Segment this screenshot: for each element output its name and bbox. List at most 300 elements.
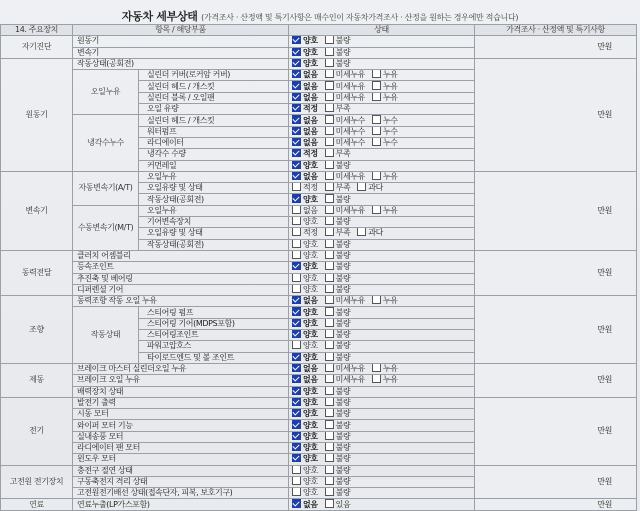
checkbox[interactable] bbox=[325, 454, 334, 463]
header-price: 가격조사 · 산정액 및 특기사항 bbox=[475, 25, 637, 36]
option-label: 양호 bbox=[303, 341, 318, 351]
state-option[interactable] bbox=[371, 82, 398, 92]
state-option[interactable] bbox=[291, 70, 318, 80]
checkbox[interactable] bbox=[325, 70, 334, 79]
state-cell bbox=[289, 420, 475, 431]
part-cell: 오일 유량 bbox=[139, 104, 289, 115]
option-label: 없음 bbox=[303, 115, 318, 125]
option-label: 양호 bbox=[303, 409, 318, 419]
option-label: 양호 bbox=[303, 454, 318, 464]
state-cell bbox=[289, 341, 475, 352]
option-label: 미세누유 bbox=[335, 205, 365, 215]
part-cell: 워터펌프 bbox=[139, 126, 289, 137]
state-option[interactable] bbox=[324, 330, 351, 340]
price-cell[interactable]: 만원 bbox=[475, 465, 637, 499]
state-option[interactable] bbox=[291, 353, 318, 363]
state-option[interactable] bbox=[291, 341, 318, 351]
option-label: 없음 bbox=[303, 81, 318, 91]
state-option[interactable] bbox=[291, 138, 318, 148]
part-cell: 오일누유 bbox=[139, 171, 289, 182]
price-cell[interactable]: 만원 bbox=[475, 58, 637, 171]
state-option[interactable] bbox=[291, 59, 318, 69]
checkbox[interactable] bbox=[292, 205, 301, 214]
checkbox[interactable] bbox=[325, 363, 334, 372]
checkbox[interactable] bbox=[292, 454, 301, 463]
state-option[interactable] bbox=[324, 251, 351, 261]
state-option[interactable] bbox=[324, 398, 351, 408]
option-label: 있음 bbox=[335, 499, 351, 509]
state-option[interactable] bbox=[324, 421, 351, 431]
state-option[interactable] bbox=[324, 36, 351, 46]
checkbox[interactable] bbox=[325, 442, 334, 451]
header-part: 항목 / 해당부품 bbox=[73, 25, 289, 36]
checkbox[interactable] bbox=[292, 92, 301, 101]
checkbox[interactable] bbox=[325, 307, 334, 316]
state-option[interactable] bbox=[291, 172, 318, 182]
checkbox[interactable] bbox=[292, 115, 301, 124]
state-option[interactable] bbox=[291, 116, 318, 126]
state-option[interactable] bbox=[291, 93, 318, 103]
state-option[interactable] bbox=[324, 262, 351, 272]
checkbox[interactable] bbox=[292, 409, 301, 418]
state-option[interactable] bbox=[324, 228, 351, 238]
checkbox[interactable] bbox=[372, 126, 381, 135]
option-label: 양호 bbox=[303, 36, 318, 46]
part-cell: 라디에이터 bbox=[139, 137, 289, 148]
part-cell: 변속기 bbox=[73, 47, 289, 58]
state-option[interactable] bbox=[324, 217, 351, 227]
option-label: 부족 bbox=[335, 149, 351, 159]
state-option[interactable] bbox=[291, 454, 318, 464]
option-label: 누유 bbox=[382, 296, 398, 306]
checkbox[interactable] bbox=[325, 47, 334, 56]
state-option[interactable] bbox=[324, 308, 351, 318]
state-option[interactable] bbox=[324, 274, 351, 284]
checkbox[interactable] bbox=[372, 70, 381, 79]
price-cell[interactable]: 만원 bbox=[475, 397, 637, 465]
state-option[interactable] bbox=[324, 59, 351, 69]
checkbox[interactable] bbox=[292, 70, 301, 79]
state-cell bbox=[289, 47, 475, 58]
checkbox[interactable] bbox=[292, 296, 301, 305]
checkbox[interactable] bbox=[325, 262, 334, 271]
checkbox[interactable] bbox=[325, 330, 334, 339]
state-cell bbox=[289, 250, 475, 261]
checkbox[interactable] bbox=[325, 183, 334, 192]
checkbox[interactable] bbox=[292, 126, 301, 135]
state-option[interactable] bbox=[291, 82, 318, 92]
table-row bbox=[1, 250, 637, 261]
checkbox[interactable] bbox=[292, 397, 301, 406]
option-label: 없음 bbox=[303, 296, 318, 306]
checkbox[interactable] bbox=[292, 47, 301, 56]
option-label: 양호 bbox=[303, 352, 318, 362]
option-label: 양호 bbox=[303, 47, 318, 57]
state-cell bbox=[289, 183, 475, 194]
state-option[interactable] bbox=[291, 364, 318, 374]
checkbox[interactable] bbox=[325, 228, 334, 237]
checkbox[interactable] bbox=[372, 171, 381, 180]
checkbox[interactable] bbox=[292, 273, 301, 282]
part-cell: 작동상태(공회전) bbox=[139, 194, 289, 205]
option-label: 미세누유 bbox=[335, 92, 365, 102]
checkbox[interactable] bbox=[292, 149, 301, 158]
state-option[interactable] bbox=[324, 127, 365, 137]
state-option[interactable] bbox=[291, 274, 318, 284]
part-cell: 와이퍼 모터 기능 bbox=[73, 420, 289, 431]
state-option[interactable] bbox=[371, 127, 398, 137]
option-label: 누유 bbox=[382, 70, 398, 80]
category-cell: 변속기 bbox=[1, 171, 73, 250]
checkbox[interactable] bbox=[325, 92, 334, 101]
option-label: 불량 bbox=[335, 160, 351, 170]
state-option[interactable] bbox=[291, 375, 318, 385]
state-option[interactable] bbox=[291, 387, 318, 397]
checkbox[interactable] bbox=[292, 262, 301, 271]
state-option[interactable] bbox=[324, 285, 351, 295]
page-title bbox=[0, 8, 640, 24]
checkbox[interactable] bbox=[372, 375, 381, 384]
checkbox[interactable] bbox=[372, 81, 381, 90]
state-option[interactable] bbox=[324, 477, 351, 487]
option-label: 양호 bbox=[303, 386, 318, 396]
checkbox[interactable] bbox=[325, 115, 334, 124]
option-label: 미세누유 bbox=[335, 364, 365, 374]
state-option[interactable] bbox=[371, 116, 398, 126]
checkbox[interactable] bbox=[292, 476, 301, 485]
checkbox[interactable] bbox=[325, 296, 334, 305]
checkbox[interactable] bbox=[357, 183, 366, 192]
option-label: 불량 bbox=[335, 386, 351, 396]
state-cell bbox=[289, 284, 475, 295]
checkbox[interactable] bbox=[325, 81, 334, 90]
part-cell: 연료누출(LP가스포함) bbox=[73, 499, 289, 510]
checkbox[interactable] bbox=[325, 397, 334, 406]
checkbox[interactable] bbox=[292, 431, 301, 440]
state-option[interactable] bbox=[324, 341, 351, 351]
state-option[interactable] bbox=[324, 48, 351, 58]
category-cell: 고전원 전기장치 bbox=[1, 465, 73, 499]
option-label: 불량 bbox=[335, 465, 351, 475]
checkbox[interactable] bbox=[292, 352, 301, 361]
state-option[interactable] bbox=[324, 488, 351, 498]
option-label: 누유 bbox=[382, 205, 398, 215]
part-cell: 등속조인트 bbox=[73, 262, 289, 273]
option-label: 불량 bbox=[335, 194, 351, 204]
state-option[interactable] bbox=[324, 183, 351, 193]
checkbox[interactable] bbox=[292, 307, 301, 316]
checkbox[interactable] bbox=[325, 58, 334, 67]
checkbox[interactable] bbox=[325, 160, 334, 169]
state-option[interactable] bbox=[291, 319, 318, 329]
state-option[interactable] bbox=[291, 488, 318, 498]
option-label: 미세누수 bbox=[335, 138, 365, 148]
part-cell: 충전구 절연 상태 bbox=[73, 465, 289, 476]
state-option[interactable] bbox=[291, 183, 318, 193]
option-label: 양호 bbox=[303, 431, 318, 441]
checkbox[interactable] bbox=[325, 465, 334, 474]
checkbox[interactable] bbox=[325, 409, 334, 418]
checkbox[interactable] bbox=[325, 126, 334, 135]
checkbox[interactable] bbox=[325, 284, 334, 293]
checkbox[interactable] bbox=[292, 183, 301, 192]
checkbox[interactable] bbox=[325, 375, 334, 384]
checkbox[interactable] bbox=[325, 205, 334, 214]
checkbox[interactable] bbox=[325, 341, 334, 350]
state-option[interactable] bbox=[324, 500, 351, 510]
state-option[interactable] bbox=[291, 262, 318, 272]
state-option[interactable] bbox=[324, 149, 351, 159]
table-row bbox=[1, 363, 637, 374]
state-option[interactable] bbox=[291, 296, 318, 306]
state-option[interactable] bbox=[324, 353, 351, 363]
price-cell[interactable]: 만원 bbox=[475, 171, 637, 250]
part-cell: 시동 모터 bbox=[73, 409, 289, 420]
state-cell bbox=[289, 194, 475, 205]
price-cell[interactable]: 만원 bbox=[475, 36, 637, 59]
option-label: 누유 bbox=[382, 172, 398, 181]
state-option[interactable] bbox=[291, 217, 318, 227]
state-cell bbox=[289, 92, 475, 103]
state-option[interactable] bbox=[291, 240, 318, 250]
checkbox[interactable] bbox=[292, 58, 301, 67]
state-option[interactable] bbox=[324, 70, 365, 80]
option-label: 누수 bbox=[382, 126, 398, 136]
checkbox[interactable] bbox=[325, 386, 334, 395]
state-option[interactable] bbox=[291, 161, 318, 171]
state-cell bbox=[289, 104, 475, 115]
state-option[interactable] bbox=[324, 104, 351, 114]
checkbox[interactable] bbox=[325, 420, 334, 429]
checkbox[interactable] bbox=[292, 341, 301, 350]
state-option[interactable] bbox=[371, 93, 398, 103]
state-option[interactable] bbox=[324, 116, 365, 126]
part-cell: 실린더 커버(로커암 커버) bbox=[139, 70, 289, 81]
price-cell[interactable]: 만원 bbox=[475, 296, 637, 364]
state-option[interactable] bbox=[324, 138, 365, 148]
state-cell bbox=[289, 228, 475, 239]
part-cell: 구동축전지 격리 상태 bbox=[73, 476, 289, 487]
checkbox[interactable] bbox=[325, 239, 334, 248]
checkbox[interactable] bbox=[292, 81, 301, 90]
state-option[interactable] bbox=[324, 296, 365, 306]
state-option[interactable] bbox=[324, 206, 365, 216]
state-cell bbox=[289, 397, 475, 408]
checkbox[interactable] bbox=[292, 104, 301, 113]
checkbox[interactable] bbox=[292, 465, 301, 474]
state-cell bbox=[289, 126, 475, 137]
checkbox[interactable] bbox=[357, 228, 366, 237]
part-cell: 오일유량 및 상태 bbox=[139, 183, 289, 194]
option-label: 부족 bbox=[335, 228, 351, 238]
checkbox[interactable] bbox=[325, 273, 334, 282]
price-cell[interactable]: 만원 bbox=[475, 499, 637, 510]
option-label: 없음 bbox=[303, 375, 318, 385]
state-option[interactable] bbox=[324, 375, 365, 385]
state-option[interactable] bbox=[371, 296, 398, 306]
checkbox[interactable] bbox=[325, 318, 334, 327]
state-cell bbox=[289, 36, 475, 47]
checkbox[interactable] bbox=[292, 420, 301, 429]
state-option[interactable] bbox=[291, 228, 318, 238]
table-row bbox=[1, 171, 637, 182]
state-option[interactable] bbox=[324, 195, 351, 205]
state-option[interactable] bbox=[324, 387, 351, 397]
state-option[interactable] bbox=[371, 138, 398, 148]
state-option[interactable] bbox=[371, 70, 398, 80]
state-option[interactable] bbox=[324, 409, 351, 419]
state-option[interactable] bbox=[291, 251, 318, 261]
option-label: 양호 bbox=[303, 443, 318, 453]
option-label: 양호 bbox=[303, 262, 318, 272]
state-option[interactable] bbox=[324, 466, 351, 476]
option-label: 없음 bbox=[303, 92, 318, 102]
option-label: 미세누수 bbox=[335, 126, 365, 136]
checkbox[interactable] bbox=[325, 488, 334, 497]
part-cell: 추진축 및 베어링 bbox=[73, 273, 289, 284]
checkbox[interactable] bbox=[325, 104, 334, 113]
state-option[interactable] bbox=[291, 308, 318, 318]
state-cell bbox=[289, 476, 475, 487]
state-cell bbox=[289, 239, 475, 250]
part-cell: 작동상태(공회전) bbox=[73, 58, 289, 69]
part-cell: 냉각수 수량 bbox=[139, 149, 289, 160]
state-option[interactable] bbox=[291, 206, 318, 216]
checkbox[interactable] bbox=[292, 194, 301, 203]
checkbox[interactable] bbox=[292, 499, 301, 508]
part-cell: 오일유량 및 상태 bbox=[139, 228, 289, 239]
option-label: 불량 bbox=[335, 409, 351, 419]
part-cell: 스티어링조인트 bbox=[139, 330, 289, 341]
checkbox[interactable] bbox=[372, 296, 381, 305]
checkbox[interactable] bbox=[372, 92, 381, 101]
state-option[interactable] bbox=[291, 443, 318, 453]
checkbox[interactable] bbox=[292, 217, 301, 226]
state-option[interactable] bbox=[291, 432, 318, 442]
checkbox[interactable] bbox=[292, 284, 301, 293]
checkbox[interactable] bbox=[325, 36, 334, 45]
state-option[interactable] bbox=[291, 330, 318, 340]
part-cell: 실린더 블록 / 오일팬 bbox=[139, 92, 289, 103]
state-option[interactable] bbox=[356, 228, 383, 238]
part-cell: 원동기 bbox=[73, 36, 289, 47]
checkbox[interactable] bbox=[292, 363, 301, 372]
checkbox[interactable] bbox=[325, 194, 334, 203]
checkbox[interactable] bbox=[292, 228, 301, 237]
header-state: 상태 bbox=[289, 25, 475, 36]
checkbox[interactable] bbox=[372, 205, 381, 214]
checkbox[interactable] bbox=[325, 499, 334, 508]
category-cell: 자기진단 bbox=[1, 36, 73, 59]
state-cell bbox=[289, 499, 475, 510]
checkbox[interactable] bbox=[292, 171, 301, 180]
option-label: 미세누유 bbox=[335, 70, 365, 80]
checkbox[interactable] bbox=[325, 217, 334, 226]
state-option[interactable] bbox=[291, 127, 318, 137]
checkbox[interactable] bbox=[325, 171, 334, 180]
checkbox[interactable] bbox=[292, 386, 301, 395]
state-option[interactable] bbox=[291, 500, 318, 510]
state-option[interactable] bbox=[371, 172, 398, 182]
checkbox[interactable] bbox=[372, 363, 381, 372]
part-cell: 동력조향 작동 오일 누유 bbox=[73, 296, 289, 307]
option-label: 불량 bbox=[335, 284, 351, 294]
state-option[interactable] bbox=[324, 82, 365, 92]
checkbox[interactable] bbox=[372, 115, 381, 124]
checkbox[interactable] bbox=[292, 36, 301, 45]
option-label: 누유 bbox=[382, 92, 398, 102]
state-option[interactable] bbox=[324, 432, 351, 442]
state-option[interactable] bbox=[291, 195, 318, 205]
state-option[interactable] bbox=[324, 364, 365, 374]
state-option[interactable] bbox=[291, 409, 318, 419]
checkbox[interactable] bbox=[372, 137, 381, 146]
table-body bbox=[1, 36, 637, 510]
checkbox[interactable] bbox=[325, 352, 334, 361]
checkbox[interactable] bbox=[325, 476, 334, 485]
checkbox[interactable] bbox=[292, 330, 301, 339]
state-option[interactable] bbox=[324, 240, 351, 250]
option-label: 과다 bbox=[368, 183, 383, 193]
state-option[interactable] bbox=[324, 172, 365, 182]
state-option[interactable] bbox=[291, 285, 318, 295]
state-option[interactable] bbox=[291, 149, 318, 159]
state-option[interactable] bbox=[324, 319, 351, 329]
price-cell[interactable]: 만원 bbox=[475, 363, 637, 397]
header-item: 14. 주요장치 bbox=[1, 25, 73, 36]
state-option[interactable] bbox=[291, 398, 318, 408]
state-option[interactable] bbox=[371, 375, 398, 385]
state-option[interactable] bbox=[356, 183, 383, 193]
option-label: 적정 bbox=[303, 228, 318, 238]
state-option[interactable] bbox=[371, 206, 398, 216]
part-cell: 작동상태(공회전) bbox=[139, 239, 289, 250]
state-option[interactable] bbox=[324, 93, 365, 103]
checkbox[interactable] bbox=[292, 488, 301, 497]
state-option[interactable] bbox=[371, 364, 398, 374]
option-label: 누유 bbox=[382, 81, 398, 91]
checkbox[interactable] bbox=[325, 149, 334, 158]
checkbox[interactable] bbox=[292, 250, 301, 259]
checkbox[interactable] bbox=[325, 137, 334, 146]
option-label: 양호 bbox=[303, 59, 318, 69]
state-option[interactable] bbox=[291, 477, 318, 487]
checkbox[interactable] bbox=[325, 431, 334, 440]
option-label: 양호 bbox=[303, 273, 318, 283]
state-option[interactable] bbox=[324, 443, 351, 453]
checkbox[interactable] bbox=[292, 442, 301, 451]
part-cell: 커먼레일 bbox=[139, 160, 289, 171]
state-option[interactable] bbox=[291, 104, 318, 114]
checkbox[interactable] bbox=[292, 318, 301, 327]
state-option[interactable] bbox=[291, 466, 318, 476]
state-option[interactable] bbox=[324, 161, 351, 171]
checkbox[interactable] bbox=[292, 239, 301, 248]
option-label: 불량 bbox=[335, 59, 351, 69]
state-option[interactable] bbox=[291, 421, 318, 431]
state-option[interactable] bbox=[291, 36, 318, 46]
checkbox[interactable] bbox=[292, 375, 301, 384]
subgroup-cell: 수동변속기(M/T) bbox=[73, 205, 139, 250]
state-option[interactable] bbox=[291, 48, 318, 58]
checkbox[interactable] bbox=[292, 137, 301, 146]
checkbox[interactable] bbox=[325, 250, 334, 259]
price-cell[interactable]: 만원 bbox=[475, 250, 637, 295]
checkbox[interactable] bbox=[292, 160, 301, 169]
option-label: 없음 bbox=[303, 172, 318, 181]
state-option[interactable] bbox=[324, 454, 351, 464]
subgroup-cell: 오일누유 bbox=[73, 70, 139, 115]
